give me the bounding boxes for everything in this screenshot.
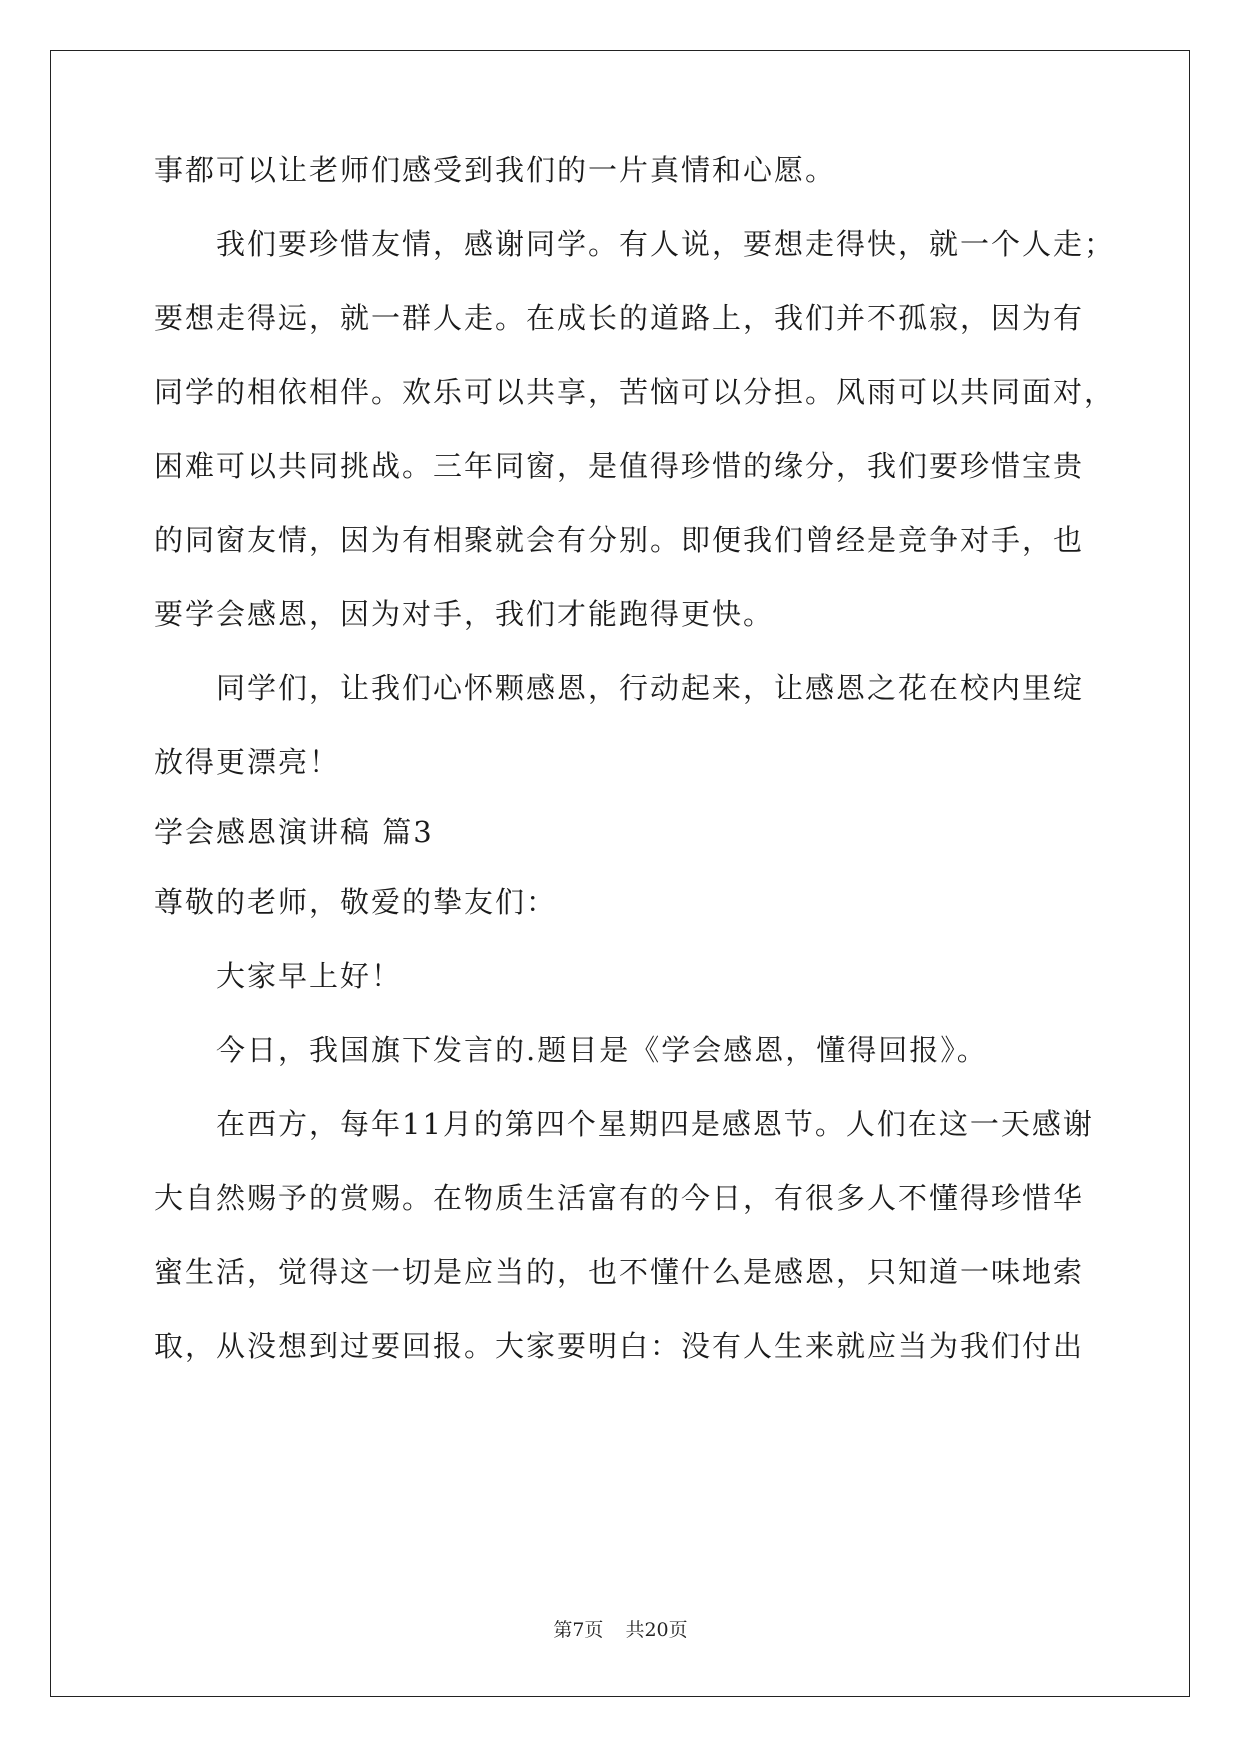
greeting: 大家早上好！ [216, 959, 403, 993]
text-line: 同学的相依相伴。欢乐可以共享，苦恼可以分担。风雨可以共同面对， [154, 375, 1116, 409]
text-line: 今日，我国旗下发言的.题目是《学会感恩，懂得回报》。 [216, 1033, 988, 1067]
text-line: 放得更漂亮！ [154, 745, 341, 779]
text-line: 困难可以共同挑战。三年同窗，是值得珍惜的缘分，我们要珍惜宝贵 [154, 449, 1085, 483]
text-line: 大自然赐予的赏赐。在物质生活富有的今日，有很多人不懂得珍惜华 [154, 1181, 1085, 1215]
page-total: 共20页 [625, 1619, 688, 1641]
text-line: 事都可以让老师们感受到我们的一片真情和心愿。 [154, 153, 837, 187]
salutation: 尊敬的老师，敬爱的挚友们： [154, 885, 558, 919]
text-line: 的同窗友情，因为有相聚就会有分别。即便我们曾经是竞争对手，也 [154, 523, 1085, 557]
text-line: 取，从没想到过要回报。大家要明白：没有人生来就应当为我们付出 [154, 1329, 1085, 1363]
text-line: 蜜生活，觉得这一切是应当的，也不懂什么是感恩，只知道一味地索 [154, 1255, 1085, 1289]
text-line: 我们要珍惜友情，感谢同学。有人说，要想走得快，就一个人走； [216, 227, 1116, 261]
text-line: 要学会感恩，因为对手，我们才能跑得更快。 [154, 597, 775, 631]
text-line: 在西方，每年11月的第四个星期四是感恩节。人们在这一天感谢 [216, 1107, 1094, 1141]
page-footer [0, 1618, 1241, 1642]
text-line: 要想走得远，就一群人走。在成长的道路上，我们并不孤寂，因为有 [154, 301, 1085, 335]
text-line: 同学们，让我们心怀颗感恩，行动起来，让感恩之花在校内里绽 [216, 671, 1085, 705]
section-heading: 学会感恩演讲稿 篇3 [154, 815, 434, 849]
page-number: 第7页 [553, 1619, 604, 1641]
